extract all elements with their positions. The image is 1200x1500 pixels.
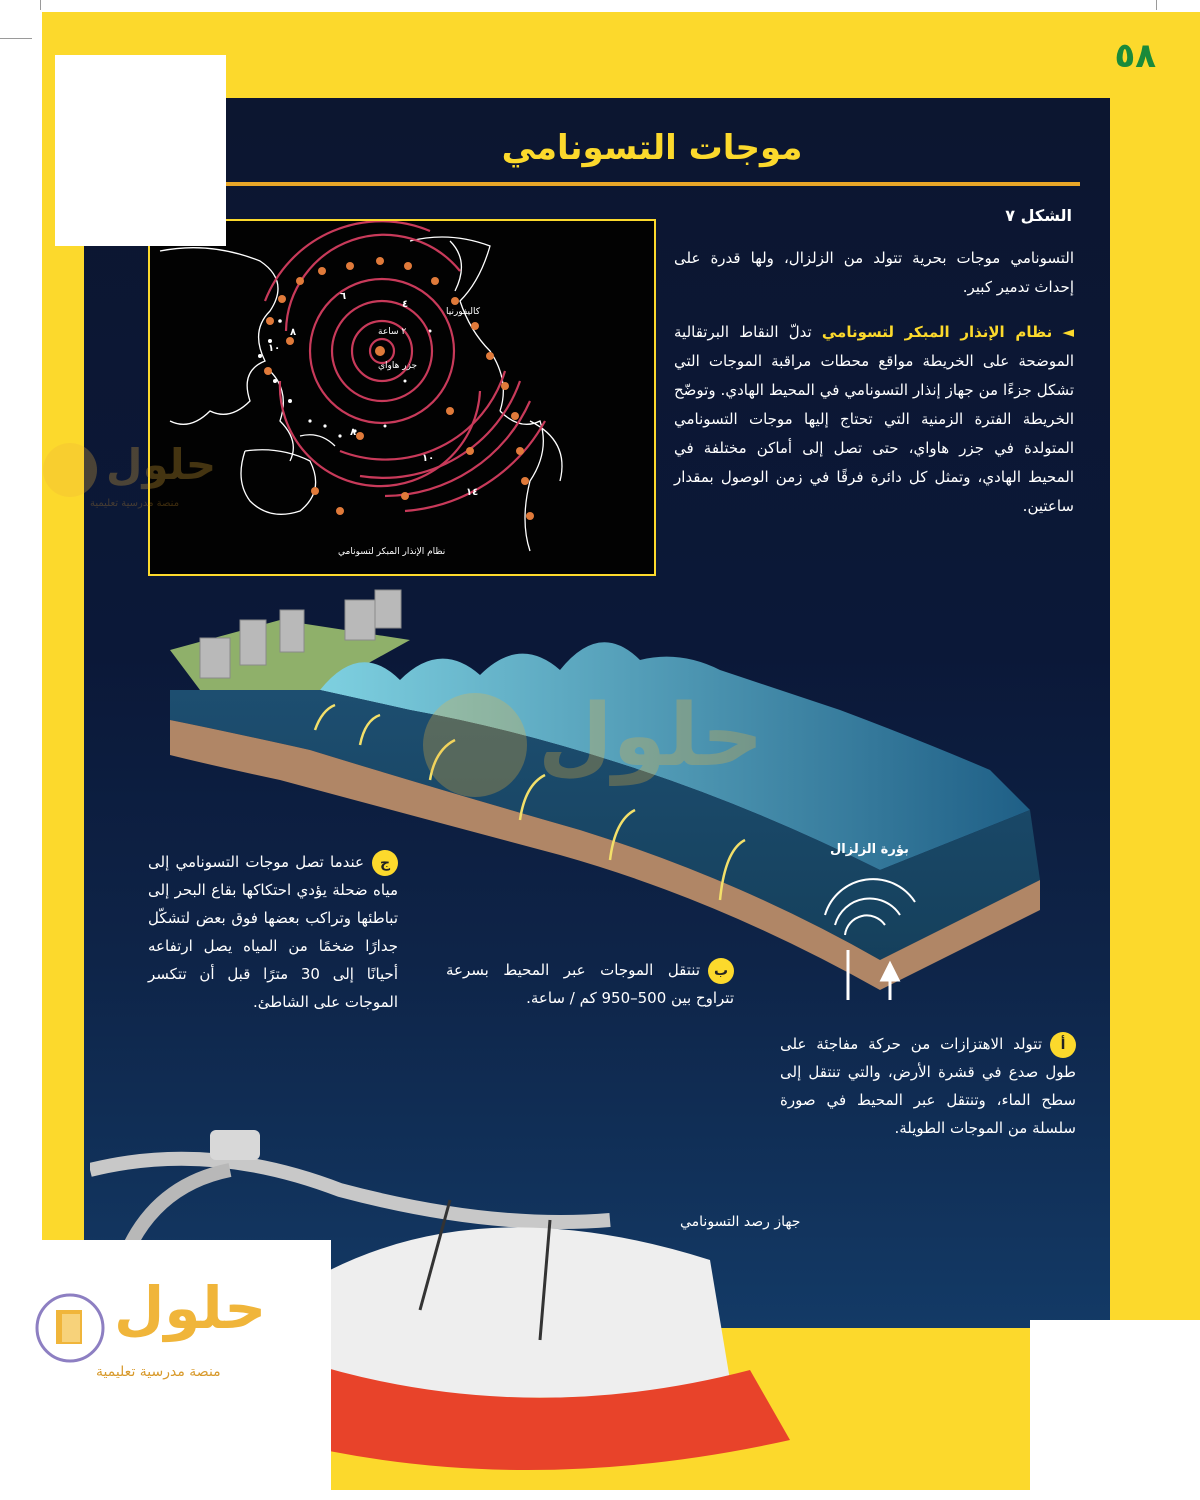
ring-number: ٦ <box>340 291 347 302</box>
earthquake-focus-label: بؤرة الزلزال <box>830 842 909 857</box>
map-drawing <box>150 221 654 574</box>
watermark-center-icon <box>420 690 530 800</box>
intro-paragraph: التسونامي موجات بحرية تتولد من الزلزال، ولها قدرة على إحداث تدمير كبير. <box>674 249 1074 296</box>
ring-number: ١٤ <box>466 487 479 498</box>
map-label-hours: ٢ ساعة <box>378 327 407 337</box>
step-a-text: تتولد الاهتزازات من حركة مفاجئة على طول صدع في قشرة الأرض، والتي تنتقل إلى سطح الماء، وتنتقل عبر المحيط في صورة سلسلة من الموجات الطويلة. <box>780 1035 1076 1137</box>
map-label-hawaii: جزر هاواي <box>378 361 418 371</box>
warning-body: تدلّ النقاط البرتقالية الموضحة على الخريطة مواقع محطات مراقبة الموجات التي تشكل جزءًا من جهاز إنذار التسونامي في المحيط الهادي. وتوضّح الخريطة الفترة الزمنية التي تحتاج إليها موجات التسونامي المتولدة في جزر هاواي، حتى تصل إلى أماكن مختلفة في المحيط الهادي، وتمثل كل دائرة فرقًا في زمن الوصول بمقدار ساعتين. <box>674 323 1074 515</box>
map-label-california: كاليفورنيا <box>446 307 480 317</box>
buoy-body <box>310 1227 730 1397</box>
ring-number: ١٠ <box>422 453 435 464</box>
brand-logo <box>34 1274 314 1390</box>
monitoring-stations <box>264 257 534 520</box>
step-c <box>148 848 398 1016</box>
page-title: موجات التسونامي <box>501 128 803 168</box>
step-b-text: تنتقل الموجات عبر المحيط بسرعة تتراوح بين 500–950 كم / ساعة. <box>446 961 734 1007</box>
step-b-badge: ب <box>708 958 734 984</box>
ring-number: ٨ <box>290 327 297 338</box>
brand-logo-name: حلول <box>114 1274 267 1342</box>
figure-label: الشكل ٧ <box>1005 206 1072 225</box>
map-label-system: نظام الإنذار المبكر لتسونامي <box>338 547 446 557</box>
watermark-left <box>40 440 240 520</box>
brand-logo-icon <box>34 1292 106 1364</box>
warning-heading: نظام الإنذار المبكر لتسونامي <box>821 323 1053 341</box>
ring-number: ٨ <box>350 427 357 438</box>
ring-number: ١٠ <box>268 343 281 354</box>
watermark-center-name: حلول <box>538 686 764 786</box>
brand-logo-subtitle: منصة مدرسية تعليمية <box>96 1364 221 1380</box>
page-number: ٥٨ <box>1114 36 1156 76</box>
step-a-badge: أ <box>1050 1032 1076 1058</box>
crop-mark-top <box>40 0 41 10</box>
blank-box-bottom-right <box>1030 1320 1200 1500</box>
crop-mark-left <box>0 38 32 39</box>
crop-mark-top-right <box>1156 0 1157 10</box>
warning-marker: ◄ <box>1062 323 1074 341</box>
warning-paragraph <box>674 318 1074 521</box>
step-c-text: عندما تصل موجات التسونامي إلى مياه ضحلة يؤدي احتكاكها بقاع البحر إلى تباطئها وتراكب بعضها فوق بعض لتشكّل جدارًا ضخمًا من المياه يصل ارتفاعه أحيانًا إلى 30 مترًا قبل أن تتكسر الموجات على الشاطئ. <box>148 853 399 1011</box>
step-b <box>446 956 734 1012</box>
buoy-sensor <box>210 1130 260 1160</box>
pacific-warning-map <box>148 219 656 576</box>
watermark-logo-icon <box>40 440 100 500</box>
buoy-caption: جهاز رصد التسونامي <box>680 1214 801 1230</box>
ring-number: ٤ <box>402 299 409 310</box>
watermark-subtitle: منصة مدرسية تعليمية <box>90 498 180 509</box>
step-c-badge: ج <box>372 850 398 876</box>
title-divider <box>226 182 1080 186</box>
watermark-center <box>420 686 764 810</box>
watermark-name: حلول <box>106 440 217 489</box>
blank-box-top-left <box>55 55 226 246</box>
